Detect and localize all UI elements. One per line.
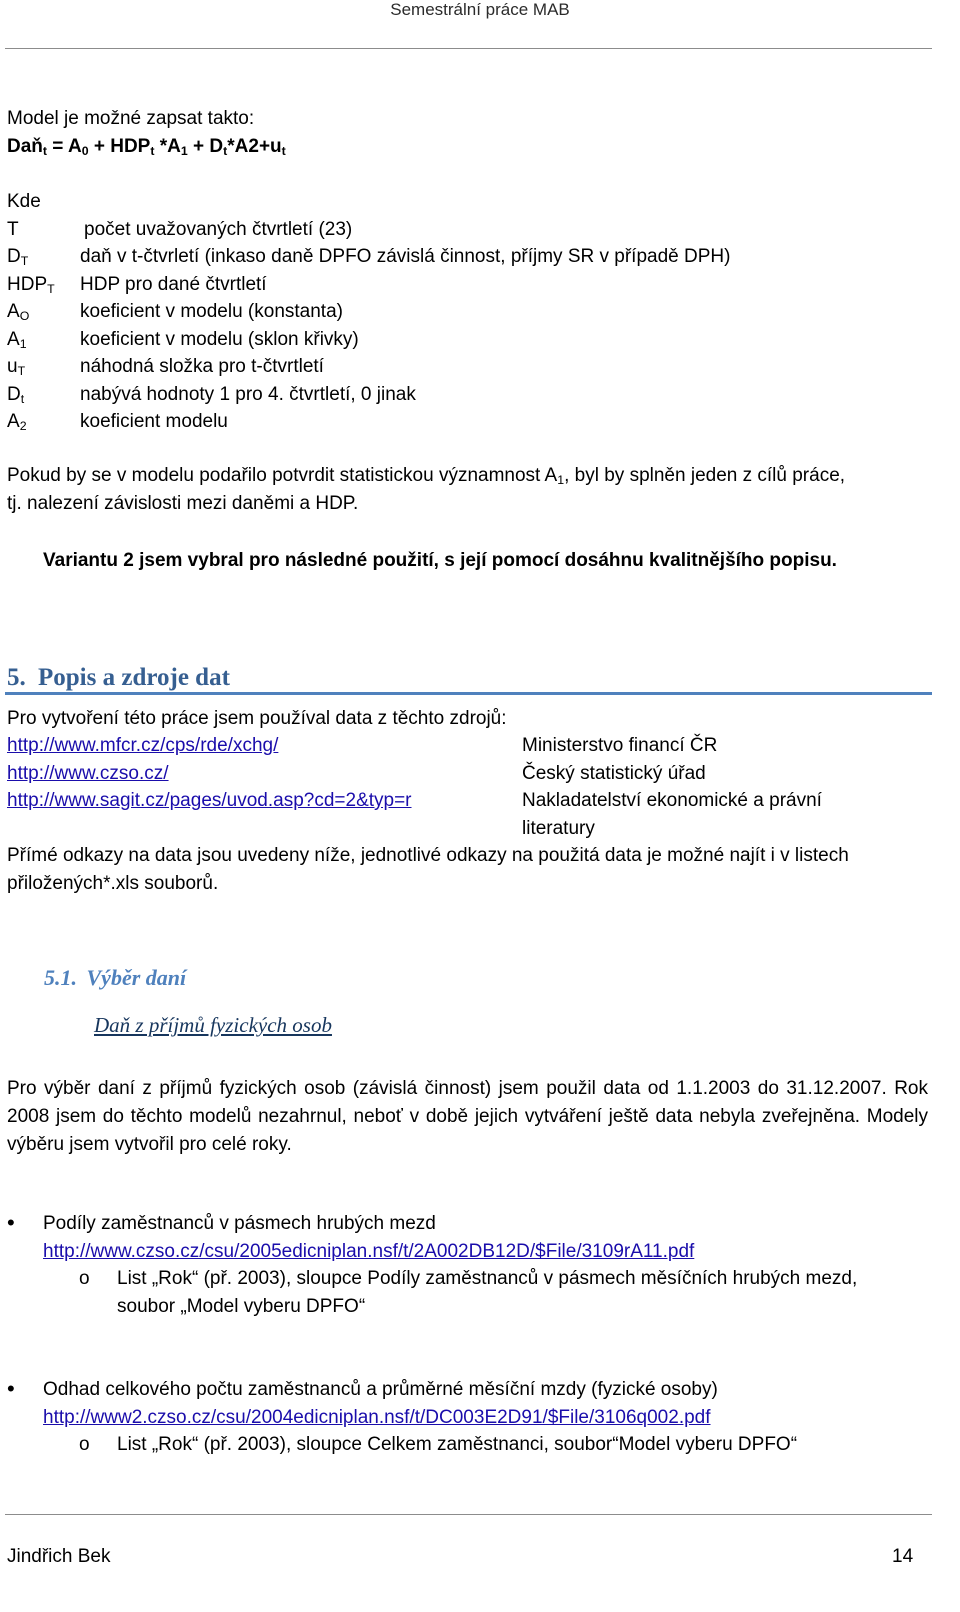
direct-links-note-line2: přiložených*.xls souborů.	[7, 873, 219, 894]
symbol-sub: t	[20, 392, 25, 407]
sub-bullet-text-line2: soubor „Model vyberu DPFO“	[117, 1296, 366, 1317]
formula-part: + D	[187, 136, 224, 157]
tax-paragraph: Pro výběr daní z příjmů fyzických osob (závislá činnost) jsem použil data od 1.1.2003 do 31.12.2007. Rok 2008 jsem do těchto modelů nezahrnul, neboť v době jejich vytváření ještě data nebyla zveřejněna. Modely výběru jsem vytvořil pro celé roky.	[7, 1078, 928, 1155]
legend-description: koeficient v modelu (sklon křivky)	[80, 329, 359, 350]
formula-part: Daň	[7, 136, 43, 157]
section-rule	[5, 692, 932, 695]
formula-sub: 1	[180, 144, 188, 159]
formula-sub: t	[223, 144, 228, 159]
symbol-text: u	[7, 356, 18, 377]
source-name: Nakladatelství ekonomické a právní	[522, 790, 822, 811]
legend-symbol	[7, 219, 19, 242]
bullet-link-pasma[interactable]: http://www.czso.cz/csu/2005edicniplan.nsf/t/2A002DB12D/$File/3109rA11.pdf	[43, 1241, 695, 1262]
paragraph-significance	[7, 465, 845, 488]
formula-sub: t	[42, 144, 48, 159]
legend-description: HDP pro dané čtvrtletí	[80, 274, 267, 295]
source-name: Český statistický úřad	[522, 763, 706, 784]
legend-description: počet uvažovaných čtvrtletí (23)	[84, 219, 353, 240]
sub-bullet-text: List „Rok“ (př. 2003), sloupce Podíly zaměstnanců v pásmech měsíčních hrubých mezd,	[117, 1268, 858, 1289]
subsection-heading	[44, 965, 186, 991]
symbol-sub: 1	[19, 337, 27, 352]
legend-symbol	[7, 274, 55, 297]
legend-description: koeficient v modelu (konstanta)	[80, 301, 343, 322]
formula-part: *A	[154, 136, 181, 157]
paragraph-significance-line2: tj. nalezení závislosti mezi daněmi a HDP.	[7, 493, 359, 514]
symbol-text: A	[7, 411, 20, 432]
legend-description: koeficient modelu	[80, 411, 228, 432]
footer-rule	[5, 1514, 932, 1515]
legend-symbol	[7, 384, 24, 407]
legend-symbol	[7, 301, 29, 324]
symbol-text: A	[7, 329, 20, 350]
formula-sub: t	[150, 144, 155, 159]
legend-symbol	[7, 329, 27, 352]
formula-sub: 0	[81, 144, 89, 159]
symbol-sub: T	[20, 254, 29, 269]
sources-intro: Pro vytvoření této práce jsem používal data z těchto zdrojů:	[7, 708, 507, 729]
legend-description: náhodná složka pro t-čtvrtletí	[80, 356, 324, 377]
bullet-link-mzdy[interactable]: http://www2.czso.cz/csu/2004edicniplan.nsf/t/DC003E2D91/$File/3106q002.pdf	[43, 1407, 711, 1428]
running-header: Semestrální práce MAB	[390, 0, 570, 19]
para-text: , byl by splněn jeden z cílů práce,	[564, 465, 846, 486]
symbol-text: HDP	[7, 274, 48, 295]
legend-description: daň v t-čtvrletí (inkaso daně DPFO závislá činnost, příjmy SR v případě DPH)	[80, 246, 731, 267]
symbol-text: D	[7, 246, 21, 267]
formula-part: + HDP	[88, 136, 151, 157]
legend-symbol	[7, 356, 25, 379]
symbol-text: A	[7, 301, 20, 322]
subsection-title: Výběr daní	[86, 965, 187, 990]
legend-symbol	[7, 411, 27, 434]
section-number: 5.	[7, 664, 26, 691]
subsection-number: 5.1.	[44, 965, 77, 990]
formula-part: = A	[47, 136, 82, 157]
tax-subheading: Daň z příjmů fyzických osob	[94, 1013, 332, 1037]
bold-note: Variantu 2 jsem vybral pro následné použití, s její pomocí dosáhnu kvalitnějšího popisu.	[43, 550, 837, 571]
source-link-mfcr[interactable]: http://www.mfcr.cz/cps/rde/xchg/	[7, 735, 279, 756]
sub-bullet-marker: o	[79, 1268, 90, 1289]
source-link-sagit[interactable]: http://www.sagit.cz/pages/uvod.asp?cd=2&typ=r	[7, 790, 412, 811]
page-number: 14	[892, 1546, 914, 1567]
formula-part: *A2+u	[227, 136, 282, 157]
symbol-text: D	[7, 384, 21, 405]
symbol-text: T	[7, 219, 19, 240]
bullet-marker: •	[7, 1376, 15, 1401]
footer-author: Jindřich Bek	[7, 1546, 111, 1567]
legend-title: Kde	[7, 191, 41, 212]
symbol-sub: T	[17, 364, 26, 379]
sub-bullet-text: List „Rok“ (př. 2003), sloupce Celkem zaměstnanci, soubor“Model vyberu DPFO“	[117, 1434, 798, 1455]
section-title: Popis a zdroje dat	[38, 664, 230, 691]
formula-sub: t	[281, 144, 286, 159]
symbol-sub: T	[47, 282, 55, 297]
direct-links-note: Přímé odkazy na data jsou uvedeny níže, jednotlivé odkazy na použitá data je možné najít i v listech	[7, 845, 849, 866]
bullet-marker: •	[7, 1210, 15, 1235]
source-link-czso[interactable]: http://www.czso.cz/	[7, 763, 169, 784]
bullet-title: Odhad celkového počtu zaměstnanců a průměrné měsíční mzdy (fyzické osoby)	[43, 1379, 718, 1400]
source-name-continued: literatury	[522, 818, 595, 839]
model-formula	[7, 136, 286, 159]
legend-description: nabývá hodnoty 1 pro 4. čtvrtletí, 0 jinak	[80, 384, 416, 405]
header-rule	[5, 48, 932, 49]
para-sub: 1	[557, 473, 565, 488]
section-heading	[7, 663, 230, 693]
bullet-title: Podíly zaměstnanců v pásmech hrubých mezd	[43, 1213, 436, 1234]
legend-symbol	[7, 246, 28, 269]
symbol-sub: O	[19, 309, 30, 324]
intro-text: Model je možné zapsat takto:	[7, 108, 255, 129]
para-text: Pokud by se v modelu podařilo potvrdit statistickou významnost A	[7, 465, 558, 486]
symbol-sub: 2	[19, 419, 27, 434]
sub-bullet-marker: o	[79, 1434, 90, 1455]
source-name: Ministerstvo financí ČR	[522, 735, 718, 756]
